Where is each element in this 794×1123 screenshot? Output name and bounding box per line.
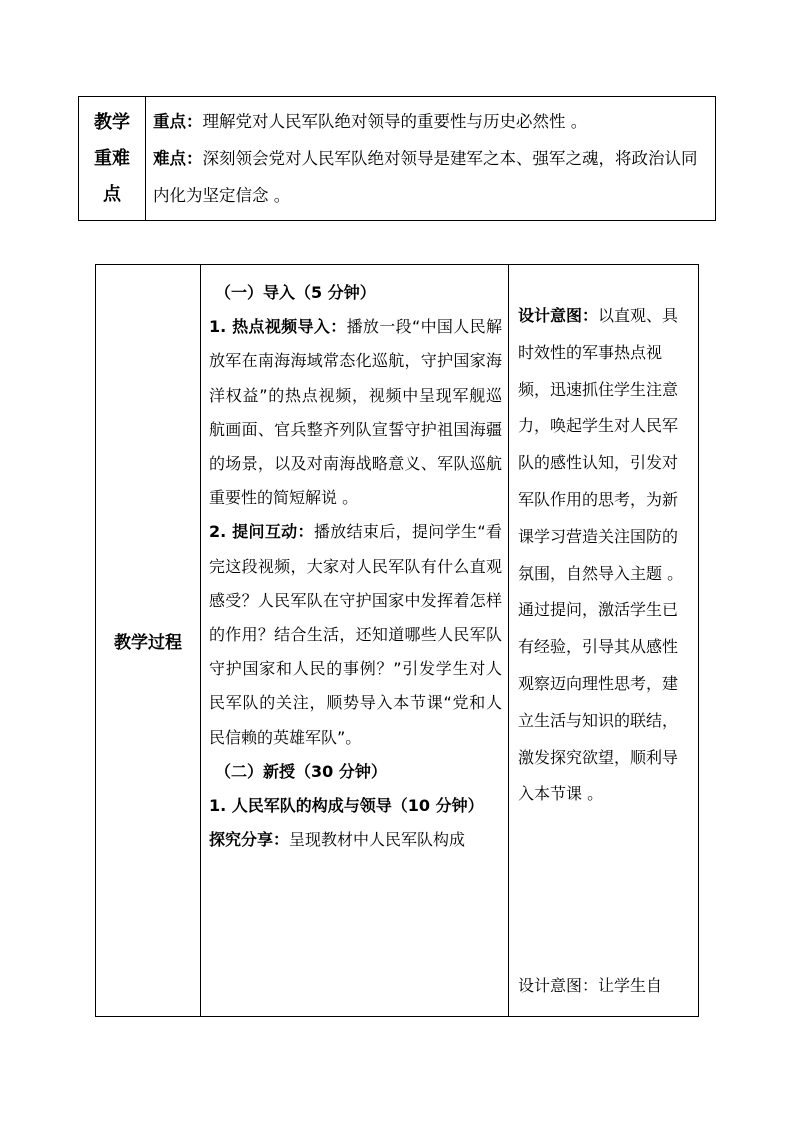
- difficulty-text: 深刻领会党对人民军队绝对领导是建军之本、强军之魂，将政治认同内化为坚定信念 。: [153, 149, 698, 205]
- process-content-cell: [201, 265, 509, 1016]
- process-label-cell: [96, 265, 201, 1016]
- intent3-paragraph: 设计意图：让学生自: [518, 976, 663, 995]
- teaching-process-table: [95, 264, 699, 1017]
- focus-text: 理解党对人民军队绝对领导的重要性与历史必然性 。: [202, 112, 588, 131]
- key-points-label-line-1: 教学: [94, 111, 130, 133]
- item2-paragraph: [209, 515, 502, 754]
- explore-text: 呈现教材中人民军队构成: [289, 830, 466, 850]
- focus-label: 重点：: [153, 112, 203, 131]
- intent2-paragraph: 通过提问，激活学生已有经验，引导其从感性观察迈向理性思考，建立生活与知识的联结，激发探究欲望，顺利导入本节课 。: [518, 600, 679, 804]
- item1-paragraph: [209, 310, 502, 515]
- item2-label: 2. 提问互动：: [209, 522, 314, 542]
- key-points-label-line-2: 重难: [94, 147, 130, 169]
- item1-text: 播放一段“中国人民解放军在南海海域常态化巡航，守护国家海洋权益”的热点视频，视频中呈现军舰巡航画面、官兵整齐列队宣誓守护祖国海疆的场景，以及对南海战略意义、军队巡航重要性的简短解说 。: [209, 317, 502, 508]
- subsection1-title: 1. 人民军队的构成与领导（10 分钟）: [209, 796, 484, 816]
- section2-title: （二）新授（30 分钟）: [215, 761, 387, 781]
- difficulty-label: 难点：: [153, 149, 203, 168]
- explore-paragraph: [209, 823, 502, 857]
- intent1-label: 设计意图：: [518, 306, 599, 325]
- intent1-text: 以直观、具时效性的军事热点视频，迅速抓住学生注意力，唤起学生对人民军队的感性认知，引发对军队作用的思考，为新课学习营造关注国防的氛围，自然导入主题 。: [518, 306, 684, 583]
- intent1-paragraph: [518, 298, 693, 592]
- item1-label: 1. 热点视频导入：: [209, 317, 347, 337]
- difficulty-paragraph: [153, 140, 709, 214]
- key-points-content-cell: [146, 97, 715, 220]
- process-label: 教学过程: [114, 633, 182, 653]
- focus-paragraph: [153, 103, 709, 140]
- key-points-label-cell: [79, 97, 146, 220]
- section1-title: （一）导入（5 分钟）: [215, 283, 376, 302]
- design-intent-cell: [509, 265, 698, 1016]
- key-points-label-line-3: 点: [103, 183, 121, 205]
- item2-text: 播放结束后，提问学生“看完这段视频，大家对人民军队有什么直观感受？人民军队在守护国家中发挥着怎样的作用？结合生活，还知道哪些人民军队守护国家和人民的事例？”引发学生对人民军队的关注，顺势导入本节课“党和人民信赖的英雄军队”。: [209, 522, 502, 747]
- explore-label: 探究分享：: [209, 830, 290, 850]
- key-points-table: [78, 96, 716, 221]
